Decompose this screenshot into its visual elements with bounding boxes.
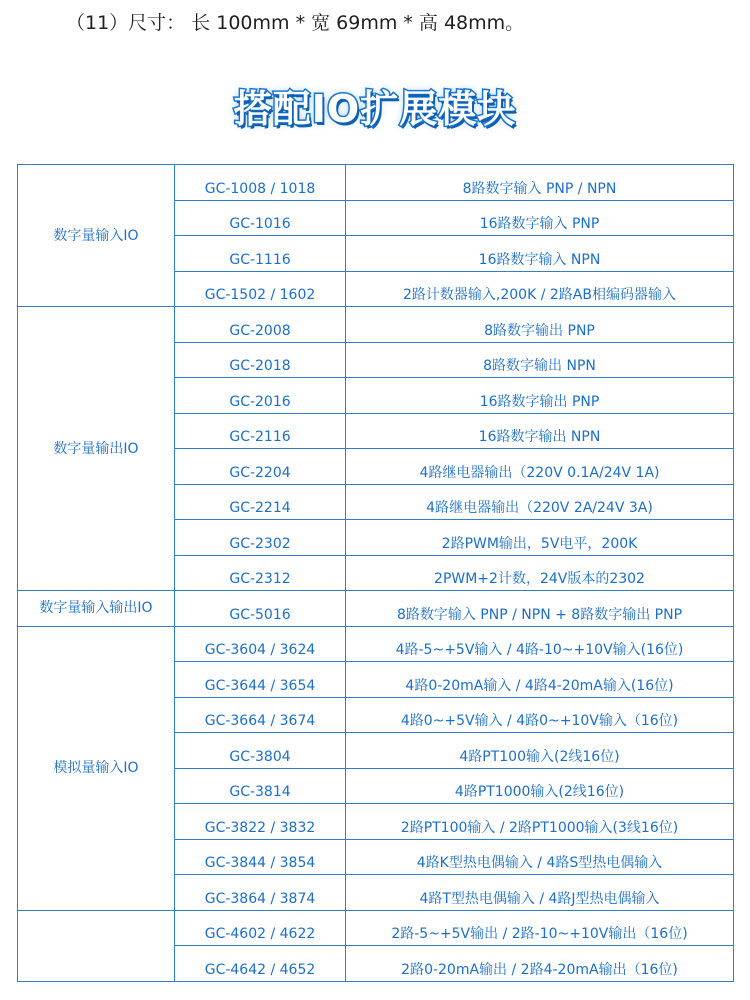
description-cell: 4路K型热电偶输入 / 4路S型热电偶输入 [346,839,734,875]
category-cell [18,910,175,981]
model-cell: GC-1502 / 1602 [175,271,346,307]
description-cell: 2路PT100输入 / 2路PT1000输入(3线16位) [346,804,734,840]
model-cell: GC-2018 [175,342,346,378]
description-cell: 2路-5~+5V输出 / 2路-10~+10V输出（16位) [346,910,734,946]
description-cell: 4路继电器输出（220V 0.1A/24V 1A) [346,449,734,485]
model-cell: GC-2312 [175,555,346,591]
description-cell: 2路PWM输出，5V电平，200K [346,520,734,556]
model-cell: GC-2204 [175,449,346,485]
model-cell: GC-2302 [175,520,346,556]
description-cell: 4路-5~+5V输入 / 4路-10~+10V输入(16位) [346,626,734,662]
model-cell: GC-4602 / 4622 [175,910,346,946]
category-cell: 模拟量输入IO [18,626,175,910]
model-cell: GC-1116 [175,236,346,272]
model-cell: GC-3822 / 3832 [175,804,346,840]
table-row [18,307,734,343]
table-row [18,591,734,627]
model-cell: GC-2016 [175,378,346,414]
description-cell: 2路计数器输入,200K / 2路AB相编码器输入 [346,271,734,307]
table-row [18,910,734,946]
description-cell: 4路PT100输入(2线16位) [346,733,734,769]
model-cell: GC-3664 / 3674 [175,697,346,733]
model-cell: GC-5016 [175,591,346,627]
description-cell: 8路数字输出 PNP [346,307,734,343]
description-cell: 16路数字输出 PNP [346,378,734,414]
description-cell: 8路数字输入 PNP / NPN [346,165,734,201]
description-cell: 4路继电器输出（220V 2A/24V 3A) [346,484,734,520]
description-cell: 16路数字输入 NPN [346,236,734,272]
model-cell: GC-1008 / 1018 [175,165,346,201]
category-cell: 数字量输出IO [18,307,175,591]
description-cell: 2路0-20mA输出 / 2路4-20mA输出（16位) [346,946,734,982]
description-cell: 16路数字输入 PNP [346,200,734,236]
category-cell: 数字量输入输出IO [18,591,175,627]
model-cell: GC-2008 [175,307,346,343]
description-cell: 8路数字输出 NPN [346,342,734,378]
section-title: 搭配IO扩展模块 [233,87,517,131]
description-cell: 4路0~+5V输入 / 4路0~+10V输入（16位) [346,697,734,733]
model-cell: GC-3864 / 3874 [175,875,346,911]
module-table-body [18,165,734,982]
model-cell: GC-3644 / 3654 [175,662,346,698]
spec-dimensions-line: （11）尺寸： 长 100mm * 宽 69mm * 高 48mm。 [66,12,525,34]
io-module-table [17,164,734,982]
model-cell: GC-4642 / 4652 [175,946,346,982]
model-cell: GC-2214 [175,484,346,520]
model-cell: GC-3804 [175,733,346,769]
model-cell: GC-3604 / 3624 [175,626,346,662]
description-cell: 4路0-20mA输入 / 4路4-20mA输入(16位) [346,662,734,698]
table-row [18,626,734,662]
model-cell: GC-1016 [175,200,346,236]
description-cell: 8路数字输入 PNP / NPN + 8路数字输出 PNP [346,591,734,627]
description-cell: 2PWM+2计数，24V版本的2302 [346,555,734,591]
model-cell: GC-3844 / 3854 [175,839,346,875]
model-cell: GC-2116 [175,413,346,449]
description-cell: 16路数字输出 NPN [346,413,734,449]
description-cell: 4路T型热电偶输入 / 4路J型热电偶输入 [346,875,734,911]
category-cell: 数字量输入IO [18,165,175,307]
description-cell: 4路PT1000输入(2线16位) [346,768,734,804]
model-cell: GC-3814 [175,768,346,804]
table-row [18,165,734,201]
